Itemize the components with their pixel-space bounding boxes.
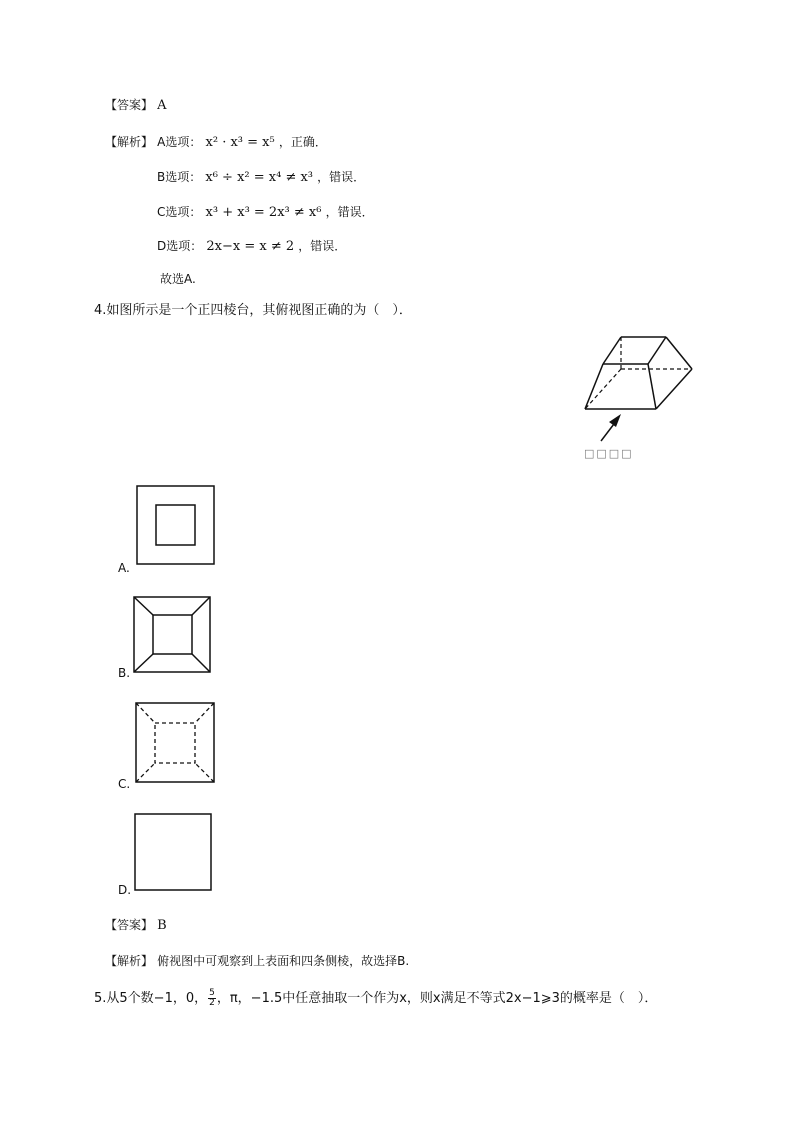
frustum-top-right-edge (648, 337, 666, 364)
option-c-label: C. (118, 777, 131, 791)
option-c-suffix: ，错误． (325, 205, 374, 219)
analysis-text-2: 俯视图中可观察到上表面和四条侧棱，故选择B. (157, 954, 410, 968)
question-5-part1: 5.从5个数−1，0， (94, 991, 208, 1006)
option-d-figure (135, 814, 211, 890)
option-b-expr: x⁶ ÷ x² = x⁴ ≠ x³ (205, 170, 314, 185)
question-4-text: 4.如图所示是一个正四棱台，其俯视图正确的为（ ）． (94, 303, 412, 318)
option-a-prefix: A选项： (157, 135, 202, 149)
answer-value-2: B (157, 918, 167, 933)
frustum-front-right-edge (648, 364, 656, 409)
question-5-part2: ，π，−1.5中任意抽取一个作为x，则x满足不等式2x−1⩾3的概率是（ ）． (216, 991, 658, 1006)
option-d-prefix: D选项： (157, 239, 203, 253)
option-d-label: D. (118, 883, 132, 897)
analysis-tag: 【解析】 (105, 135, 154, 149)
option-a-label: A. (118, 561, 130, 575)
frustum-back-right-edge (666, 337, 692, 369)
answer-value: A (157, 98, 167, 113)
option-b-suffix: ，错误． (317, 170, 366, 184)
analysis-tag-2: 【解析】 (105, 954, 154, 968)
answer-line-2 (105, 916, 167, 935)
conclusion-text: 故选A. (160, 272, 196, 286)
answer-tag: 【答案】 (105, 98, 154, 112)
option-b-figure (134, 597, 210, 672)
option-b-prefix: B选项： (157, 170, 202, 184)
option-c-expr: x³ + x³ = 2x³ ≠ x⁶ (205, 205, 322, 220)
fraction-numerator: 5 (209, 988, 215, 998)
option-a-suffix: ，正确． (278, 135, 327, 149)
option-a-expr: x² · x³ = x⁵ (205, 135, 275, 150)
analysis-line-2 (105, 952, 409, 971)
frustum-bottom-right-edge (656, 369, 692, 409)
view-direction-arrow-head (609, 414, 621, 427)
figure-caption: □□□□ (584, 447, 634, 460)
option-b-label: B. (118, 666, 131, 680)
option-d-expr: 2x−x = x ≠ 2 (206, 239, 295, 254)
question-5-text (94, 989, 657, 1008)
option-d-suffix: ，错误． (298, 239, 347, 253)
frustum-hidden-bottom-left-edge (585, 369, 621, 409)
option-c-prefix: C选项： (157, 205, 202, 219)
answer-tag-2: 【答案】 (105, 918, 154, 932)
option-a-figure (137, 486, 214, 564)
frustum-front-left-edge (585, 364, 603, 409)
frustum-top-left-edge (603, 337, 621, 364)
fraction-denominator: 2 (209, 998, 215, 1008)
fraction-five-halves (208, 989, 216, 1008)
